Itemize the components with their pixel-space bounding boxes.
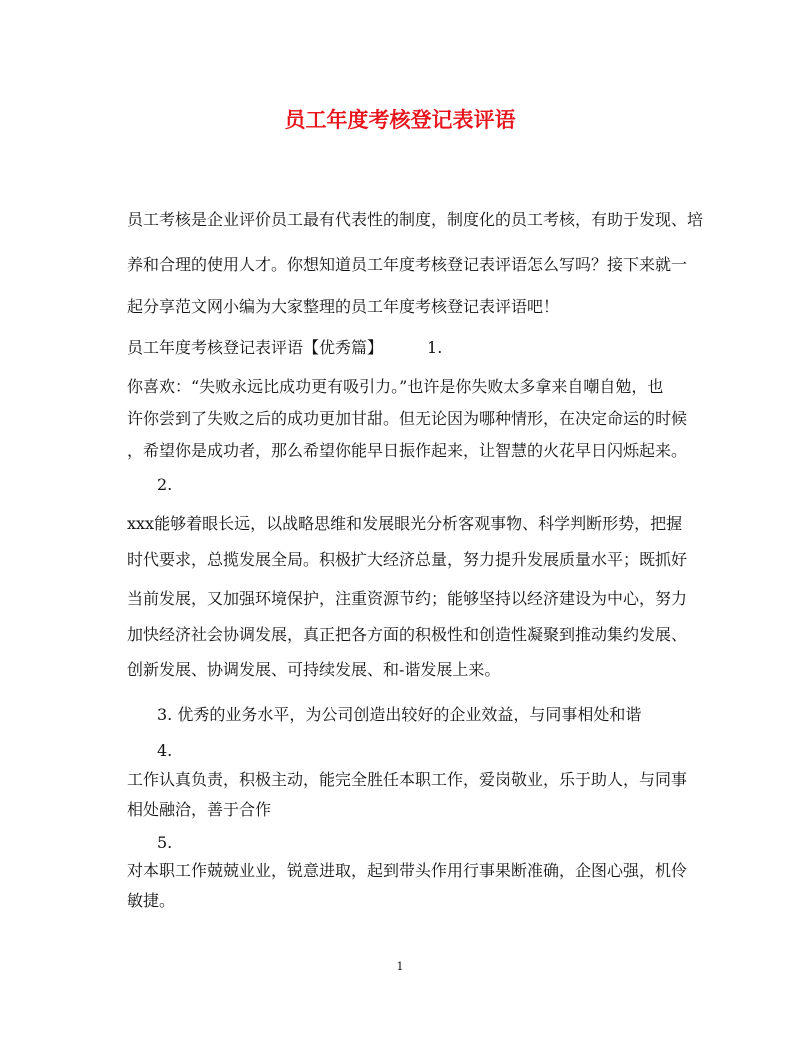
item5-line: 敏捷。 xyxy=(127,891,176,910)
intro-line: 养和合理的使用人才。你想知道员工年度考核登记表评语怎么写吗？接下来就一 xyxy=(127,255,688,274)
item2-line: xxx能够着眼长远，以战略思维和发展眼光分析客观事物、科学判断形势，把握 xyxy=(127,514,683,533)
item1-line: ，希望你是成功者，那么希望你能早日振作起来，让智慧的火花早日闪烁起来。 xyxy=(127,441,688,460)
item2-line: 当前发展，又加强环境保护，注重资源节约；能够坚持以经济建设为中心，努力 xyxy=(127,589,688,608)
item-number: 2. xyxy=(157,475,173,494)
item2-line: 时代要求，总揽发展全局。积极扩大经济总量，努力提升发展质量水平；既抓好 xyxy=(127,550,688,569)
item2-line: 加快经济社会协调发展，真正把各方面的积极性和创造性凝聚到推动集约发展、 xyxy=(127,625,688,644)
item-number: 5. xyxy=(157,833,173,852)
item3-line: 3. 优秀的业务水平，为公司创造出较好的企业效益，与同事相处和谐 xyxy=(157,705,642,724)
intro-line: 起分享范文网小编为大家整理的员工年度考核登记表评语吧！ xyxy=(127,297,560,316)
intro-line: 员工考核是企业评价员工最有代表性的制度，制度化的员工考核，有助于发现、培 xyxy=(127,210,704,229)
section-heading-line xyxy=(127,337,687,359)
item1-line: 你喜欢：“失败永远比成功更有吸引力。”也许是你失败太多拿来自嘲自勉，也 xyxy=(127,377,664,396)
item1-line: 许你尝到了失败之后的成功更加甘甜。但无论因为哪种情形，在决定命运的时候 xyxy=(127,409,688,428)
page-number: 1 xyxy=(396,960,404,973)
item-number: 4. xyxy=(157,741,173,760)
item2-line: 创新发展、协调发展、可持续发展、和-谐发展上来。 xyxy=(127,660,501,679)
item-number: 1. xyxy=(427,338,443,357)
document-title: 员工年度考核登记表评语 xyxy=(284,107,516,132)
section-heading: 员工年度考核登记表评语【优秀篇】 xyxy=(127,338,384,357)
item4-line: 工作认真负责，积极主动，能完全胜任本职工作，爱岗敬业，乐于助人，与同事 xyxy=(127,770,688,789)
item4-line: 相处融洽，善于合作 xyxy=(127,800,272,819)
item5-line: 对本职工作兢兢业业，锐意进取，起到带头作用行事果断准确，企图心强，机伶 xyxy=(127,861,688,880)
